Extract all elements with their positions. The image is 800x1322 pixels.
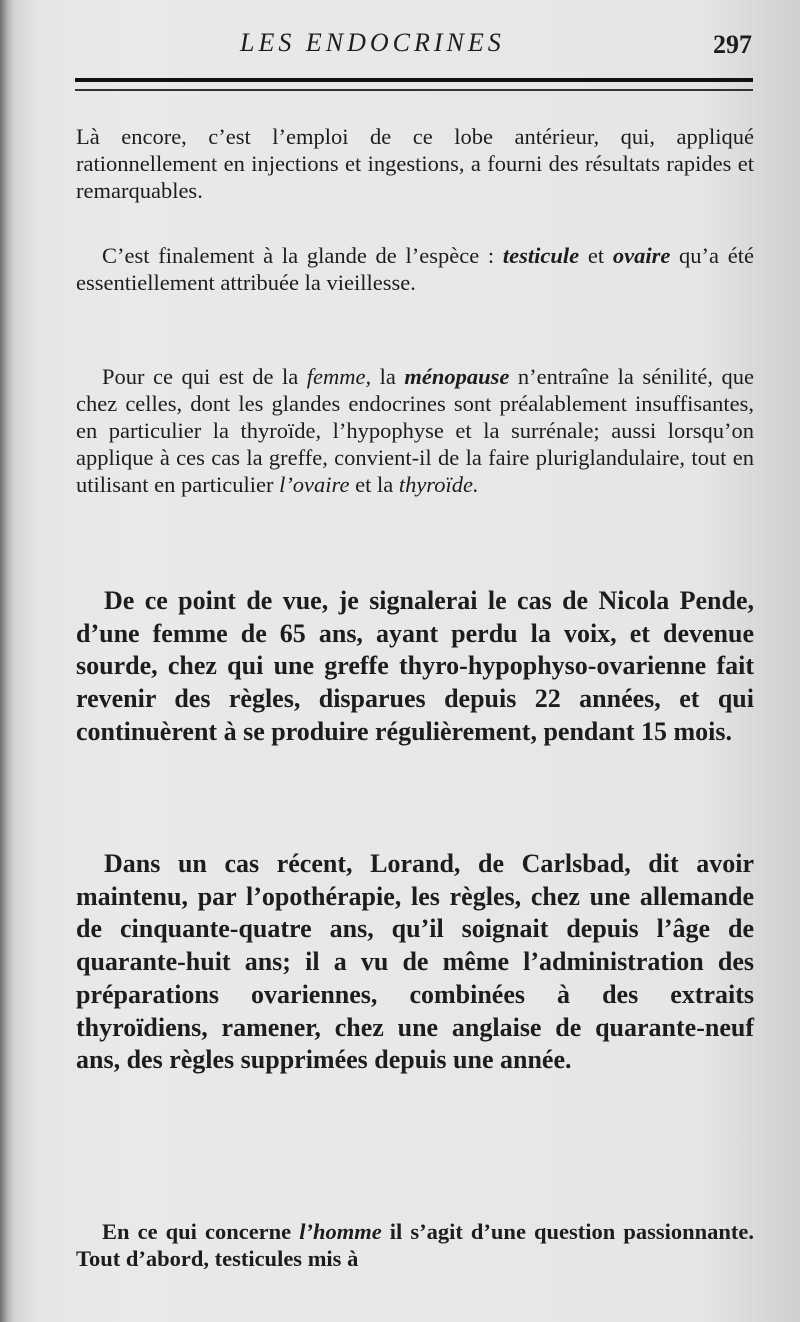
p2-testicule: testicule xyxy=(502,243,580,268)
p6-homme: l’homme xyxy=(299,1219,382,1244)
paragraph-2 xyxy=(76,242,754,296)
header-rule-thick xyxy=(75,78,753,82)
p3-text-a: Pour ce qui est de la xyxy=(102,364,307,389)
p3-text-e: n’entraîne la sénilité, que chez celles, dont les glandes endocrines sont préalablement insuffisantes, en particulier la thyroïde, l’hypophyse et la surrénale; aussi lorsqu’on applique à ces cas la greffe, convient-il de la faire pluriglandulaire, tout en utilisant en particulier xyxy=(76,364,754,497)
paragraph-4: De ce point de vue, je signalerai le cas de Nicola Pende, d’une femme de 65 ans, ayant perdu la voix, et devenue sourde, chez qui une greffe thyro-hypophyso-ovarienne fait revenir des règles, disparues depuis 22 années, et qui continuèrent à se produire régulièrement, pendant 15 mois. xyxy=(76,586,754,746)
paragraph-3 xyxy=(76,363,754,498)
p6-text-c: il s’agit d’une question passionnante. Tout d’abord, testicules mis à xyxy=(76,1219,755,1271)
p3-text-g: et la xyxy=(349,472,399,497)
paragraph-1: Là encore, c’est l’emploi de ce lobe antérieur, qui, appliqué rationnellement en injections et ingestions, a fourni des résultats rapides et remarquables. xyxy=(76,124,754,203)
p3-ovaire: l’ovaire xyxy=(279,472,350,497)
page-number: 297 xyxy=(713,30,752,59)
p3-femme: femme, xyxy=(306,364,372,389)
p3-thyroide: thyroïde. xyxy=(398,472,479,497)
p3-text-c: la xyxy=(371,364,405,389)
p2-text-e: qu’a été essentiellement attribuée la vieillesse. xyxy=(76,243,754,295)
p2-text-a: C’est finalement à la glande de l’espèce : xyxy=(102,243,503,268)
p2-text-c: et xyxy=(579,243,613,268)
running-header: LES ENDOCRINES xyxy=(240,28,505,57)
header-rule-thin xyxy=(75,89,753,91)
paragraph-6 xyxy=(76,1218,754,1272)
paragraph-5: Dans un cas récent, Lorand, de Carlsbad, dit avoir maintenu, par l’opothérapie, les règles, chez une allemande de cinquante-quatre ans, qu’il soignait depuis l’âge de quarante-huit ans; il a vu de même l’administration des préparations ovariennes, combinées à des extraits thyroïdiens, ramener, chez une anglaise de quarante-neuf ans, des règles supprimées depuis une année. xyxy=(76,849,754,1075)
p6-text-a: En ce qui concerne xyxy=(102,1219,300,1244)
p2-ovaire: ovaire xyxy=(612,243,671,268)
page-binding-shadow xyxy=(0,0,14,1322)
p3-menopause: ménopause xyxy=(404,364,510,389)
